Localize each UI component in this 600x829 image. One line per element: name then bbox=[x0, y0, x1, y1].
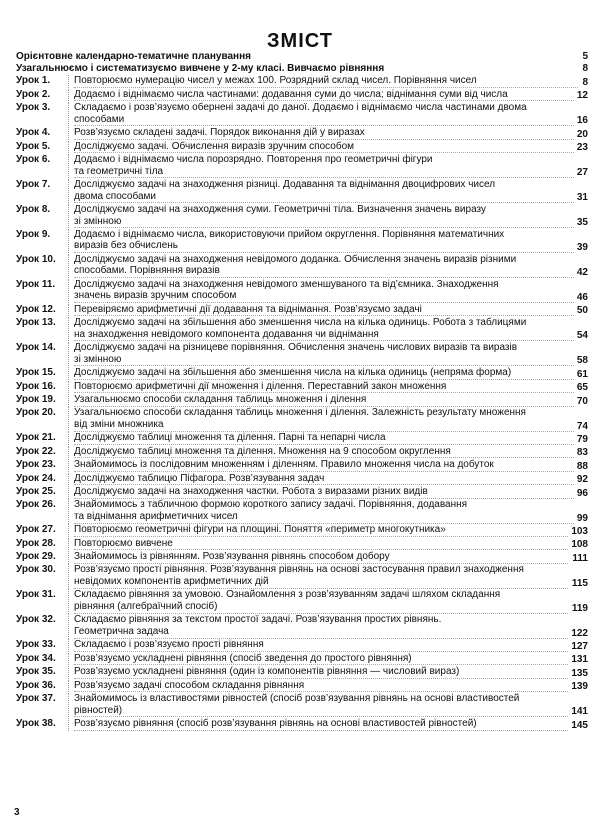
toc-lesson-row bbox=[16, 692, 588, 717]
lesson-number: Урок 26. bbox=[16, 499, 69, 523]
lesson-title-line: Складаємо рівняння за текстом простої задачі. Розв’язування простих рівнянь. bbox=[74, 614, 442, 626]
toc-lesson-row bbox=[16, 679, 588, 692]
lesson-title-line: виразів без обчислень bbox=[74, 240, 588, 253]
toc-page-number: 88 bbox=[574, 461, 588, 472]
lesson-title-line: зі змінною bbox=[74, 216, 588, 229]
toc-lesson-row bbox=[16, 524, 588, 537]
toc-page-number: 79 bbox=[574, 434, 588, 445]
lesson-title bbox=[69, 680, 588, 693]
toc-page-number: 31 bbox=[574, 192, 588, 203]
lesson-number: Урок 14. bbox=[16, 342, 69, 366]
lesson-title-line: Досліджуємо задачі на знаходження частки. Робота з виразами різних видів bbox=[74, 486, 588, 499]
page-title: ЗМІСТ bbox=[267, 30, 333, 52]
toc-page-number: 139 bbox=[568, 681, 588, 692]
lesson-title bbox=[69, 381, 588, 394]
lesson-number: Урок 38. bbox=[16, 718, 69, 731]
lesson-title-line: та геометричні тіла bbox=[74, 166, 588, 179]
lesson-number: Урок 22. bbox=[16, 446, 69, 459]
toc-lesson-row bbox=[16, 717, 588, 730]
lesson-title-line: Досліджуємо задачі на знаходження невідомого зменшуваного та від’ємника. Знаходження bbox=[74, 278, 499, 290]
toc-lesson-row bbox=[16, 550, 588, 563]
toc-lesson-row bbox=[16, 564, 588, 589]
lesson-number: Урок 13. bbox=[16, 317, 69, 341]
lesson-title-line: Розв’язуємо ускладнені рівняння (один із компонентів рівняння — числовий вираз) bbox=[74, 666, 588, 679]
lesson-title-line: від зміни множника bbox=[74, 419, 588, 432]
lesson-title bbox=[69, 407, 588, 431]
lesson-number: Урок 9. bbox=[16, 229, 69, 253]
toc-page-number: 39 bbox=[574, 242, 588, 253]
lesson-number: Урок 5. bbox=[16, 141, 69, 154]
lesson-title bbox=[69, 342, 588, 366]
toc-lesson-row bbox=[16, 380, 588, 393]
toc-lesson-row bbox=[16, 407, 588, 432]
lesson-title-line: двома способами bbox=[74, 191, 588, 204]
toc-page-number: 8 bbox=[579, 77, 588, 88]
lesson-title bbox=[69, 693, 588, 717]
lesson-number: Урок 37. bbox=[16, 693, 69, 717]
lesson-number: Урок 15. bbox=[16, 367, 69, 380]
toc-page-number: 20 bbox=[574, 129, 588, 140]
lesson-number: Урок 24. bbox=[16, 473, 69, 486]
toc-lesson-row bbox=[16, 140, 588, 153]
lesson-title bbox=[69, 718, 588, 731]
lesson-title bbox=[69, 564, 588, 588]
lesson-number: Урок 33. bbox=[16, 639, 69, 652]
lesson-number: Урок 11. bbox=[16, 279, 69, 303]
lesson-title bbox=[69, 89, 588, 102]
toc-lesson-row bbox=[16, 366, 588, 379]
toc-page-number: 27 bbox=[574, 167, 588, 178]
lesson-number: Урок 4. bbox=[16, 127, 69, 140]
lesson-title-line: Узагальнюємо способи складання таблиць множення і ділення bbox=[74, 394, 588, 407]
lesson-title bbox=[69, 367, 588, 380]
lesson-title bbox=[69, 102, 588, 126]
lesson-title-line: Досліджуємо задачі на збільшення або зменшення числа на кілька одиниць. Робота з таблицями bbox=[74, 317, 527, 329]
toc-lesson-row bbox=[16, 432, 588, 445]
lesson-title bbox=[69, 639, 588, 652]
lesson-title-line: Досліджуємо таблиці множення та ділення. Множення на 9 способом округлення bbox=[74, 446, 588, 459]
lesson-title bbox=[69, 304, 588, 317]
lesson-title-line: Складаємо і розв’язуємо прості рівняння bbox=[74, 639, 588, 652]
toc-lesson-row bbox=[16, 472, 588, 485]
lesson-title-line: Геометрична задача bbox=[74, 626, 588, 639]
lesson-title-line: Складаємо і розв’язуємо обернені задачі до даної. Додаємо і віднімаємо числа частинами двома bbox=[74, 102, 527, 114]
lesson-title-line: Досліджуємо задачі. Обчислення виразів зручним способом bbox=[74, 141, 588, 154]
toc-lesson-row bbox=[16, 101, 588, 126]
lesson-number: Урок 31. bbox=[16, 589, 69, 613]
lesson-title bbox=[69, 589, 588, 613]
toc-lesson-row bbox=[16, 88, 588, 101]
lesson-title-line: Додаємо і віднімаємо числа порозрядно. Повторення про геометричні фігури bbox=[74, 153, 433, 165]
toc-intro-text: Узагальнюємо і систематизуємо вивчене у 2-му класі. Вивчаємо рівняння bbox=[16, 62, 385, 74]
lesson-title-line: Досліджуємо таблицю Піфагора. Розв’язування задач bbox=[74, 473, 588, 486]
lesson-title-line: Додаємо і віднімаємо числа частинами: додавання суми до числа; віднімання суми від числа bbox=[74, 89, 588, 102]
page-number: 3 bbox=[14, 807, 20, 818]
lesson-title-line: Досліджуємо таблиці множення та ділення. Парні та непарні числа bbox=[74, 432, 588, 445]
toc-intro-entry bbox=[16, 63, 588, 75]
lesson-title-line: та віднімання арифметичних чисел bbox=[74, 511, 588, 524]
toc-lesson-row bbox=[16, 126, 588, 139]
toc-page-number: 5 bbox=[579, 51, 588, 62]
lesson-number: Урок 16. bbox=[16, 381, 69, 394]
toc-lesson-row bbox=[16, 228, 588, 253]
toc-page-number: 83 bbox=[574, 447, 588, 458]
lesson-number: Урок 29. bbox=[16, 551, 69, 564]
lesson-number: Урок 27. bbox=[16, 524, 69, 537]
toc-lesson-row bbox=[16, 445, 588, 458]
toc-page-number: 111 bbox=[569, 553, 588, 564]
lesson-title-line: Перевіряємо арифметичні дії додавання та віднімання. Розв’язуємо задачі bbox=[74, 304, 588, 317]
lesson-title bbox=[69, 653, 588, 666]
lesson-title-line: рівняння (алгебраїчний спосіб) bbox=[74, 601, 588, 614]
lesson-title-line: Знайомимось із послідовним множенням і діленням. Правило множення числа на добуток bbox=[74, 459, 588, 472]
table-of-contents bbox=[16, 51, 588, 731]
toc-page-number: 42 bbox=[574, 267, 588, 278]
toc-lesson-row bbox=[16, 458, 588, 471]
toc-page-number: 23 bbox=[574, 142, 588, 153]
toc-lesson-row bbox=[16, 393, 588, 406]
lesson-title-line: способами. Порівняння виразів bbox=[74, 265, 588, 278]
toc-page-number: 141 bbox=[568, 706, 588, 717]
lesson-title bbox=[69, 279, 588, 303]
lesson-title bbox=[69, 551, 588, 564]
lesson-title-line: Досліджуємо задачі на різницеве порівняння. Обчислення значень числових виразів та виразів bbox=[74, 342, 518, 354]
lesson-number: Урок 6. bbox=[16, 154, 69, 178]
toc-page-number: 108 bbox=[568, 539, 588, 550]
toc-page-number: 135 bbox=[568, 668, 588, 679]
lesson-number: Урок 3. bbox=[16, 102, 69, 126]
lesson-number: Урок 1. bbox=[16, 75, 69, 88]
toc-page-number: 145 bbox=[568, 720, 588, 731]
toc-page-number: 119 bbox=[569, 603, 588, 614]
lesson-number: Урок 7. bbox=[16, 179, 69, 203]
toc-page-number: 131 bbox=[568, 654, 588, 665]
lesson-title-line: Розв’язуємо ускладнені рівняння (спосіб зведення до простого рівняння) bbox=[74, 653, 588, 666]
lesson-title-line: Досліджуємо задачі на знаходження різниці. Додавання та віднімання двоцифрових чисел bbox=[74, 178, 496, 190]
lesson-title-line: Досліджуємо задачі на знаходження невідомого доданка. Обчислення значень виразів різними bbox=[74, 253, 517, 265]
toc-page-number: 96 bbox=[574, 488, 588, 499]
toc-lesson-row bbox=[16, 485, 588, 498]
toc-page-number: 74 bbox=[574, 421, 588, 432]
toc-page-number: 54 bbox=[574, 330, 588, 341]
lesson-title-line: Повторюємо вивчене bbox=[74, 538, 588, 551]
lesson-title bbox=[69, 538, 588, 551]
lesson-title bbox=[69, 459, 588, 472]
toc-lesson-row bbox=[16, 589, 588, 614]
toc-intro-text: Орієнтовне календарно-тематичне планування bbox=[16, 51, 251, 62]
lesson-title bbox=[69, 179, 588, 203]
lesson-title bbox=[69, 432, 588, 445]
lesson-number: Урок 25. bbox=[16, 486, 69, 499]
toc-lesson-row bbox=[16, 341, 588, 366]
lesson-title bbox=[69, 473, 588, 486]
toc-lesson-row bbox=[16, 303, 588, 316]
lesson-title bbox=[69, 154, 588, 178]
lesson-number: Урок 19. bbox=[16, 394, 69, 407]
toc-page-number: 8 bbox=[579, 63, 588, 74]
lesson-number: Урок 21. bbox=[16, 432, 69, 445]
lesson-number: Урок 28. bbox=[16, 538, 69, 551]
toc-page-number: 35 bbox=[574, 217, 588, 228]
lesson-title-line: Знайомимось із властивостями рівностей (спосіб розв’язування рівнянь на основі властивостей bbox=[74, 692, 520, 704]
toc-page-number: 16 bbox=[574, 115, 588, 126]
lesson-title-line: Узагальнюємо способи складання таблиць множення і ділення. Залежність результату множення bbox=[74, 407, 526, 419]
lesson-number: Урок 30. bbox=[16, 564, 69, 588]
lesson-title-line: Знайомимось з табличною формою короткого запису задачі. Порівняння, додавання bbox=[74, 499, 468, 511]
toc-page-number: 99 bbox=[574, 513, 588, 524]
lesson-title bbox=[69, 394, 588, 407]
lesson-title-line: Повторюємо геометричні фігури на площині. Поняття «периметр многокутника» bbox=[74, 524, 588, 537]
lesson-number: Урок 8. bbox=[16, 204, 69, 228]
lesson-title bbox=[69, 254, 588, 278]
toc-page-number: 12 bbox=[574, 90, 588, 101]
toc-intro-entry bbox=[16, 51, 588, 63]
lesson-title bbox=[69, 229, 588, 253]
lesson-number: Урок 12. bbox=[16, 304, 69, 317]
lesson-title-line: на знаходження невідомого компонента додавання чи віднімання bbox=[74, 329, 588, 342]
toc-lesson-row bbox=[16, 639, 588, 652]
lesson-number: Урок 23. bbox=[16, 459, 69, 472]
toc-page-number: 58 bbox=[574, 355, 588, 366]
lesson-number: Урок 34. bbox=[16, 653, 69, 666]
lesson-title bbox=[69, 127, 588, 140]
toc-page-number: 50 bbox=[574, 305, 588, 316]
toc-lesson-row bbox=[16, 203, 588, 228]
toc-lesson-row bbox=[16, 153, 588, 178]
lesson-title-line: Досліджуємо задачі на знаходження суми. Геометричні тіла. Визначення значень виразу bbox=[74, 203, 486, 215]
toc-lesson-row bbox=[16, 665, 588, 678]
lesson-title-line: значень виразів зручним способом bbox=[74, 290, 588, 303]
toc-lesson-row bbox=[16, 499, 588, 524]
lesson-title-line: Повторюємо арифметичні дії множення і ділення. Переставний закон множення bbox=[74, 381, 588, 394]
lesson-title-line: Складаємо рівняння за умовою. Ознайомлення з розв’язуванням задачі шляхом складання bbox=[74, 589, 501, 601]
lesson-title-line: Досліджуємо задачі на збільшення або зменшення числа на кілька одиниць (непряма форма) bbox=[74, 367, 588, 380]
lesson-title-line: способами bbox=[74, 114, 588, 127]
lesson-title-line: Повторюємо нумерацію чисел у межах 100. Розрядний склад чисел. Порівняння чисел bbox=[74, 75, 588, 88]
toc-page-number: 61 bbox=[574, 369, 588, 380]
lesson-title bbox=[69, 524, 588, 537]
lesson-title-line: Знайомимось із рівнянням. Розв’язування рівнянь способом добору bbox=[74, 551, 588, 564]
toc-page-number: 65 bbox=[574, 382, 588, 393]
lesson-title-line: Розв’язуємо рівняння (спосіб розв’язування рівнянь на основі властивостей рівностей) bbox=[74, 718, 588, 731]
toc-lesson-row bbox=[16, 316, 588, 341]
toc-page-number: 46 bbox=[574, 292, 588, 303]
lesson-title-line: невідомих компонентів арифметичних дій bbox=[74, 576, 588, 589]
lesson-title bbox=[69, 141, 588, 154]
lesson-number: Урок 20. bbox=[16, 407, 69, 431]
toc-lesson-row bbox=[16, 253, 588, 278]
toc-page-number: 122 bbox=[568, 628, 588, 639]
lesson-title bbox=[69, 499, 588, 523]
lesson-title bbox=[69, 446, 588, 459]
lesson-title-line: Розв’язуємо задачі способом складання рівняння bbox=[74, 680, 588, 693]
toc-page-number: 70 bbox=[574, 396, 588, 407]
lesson-number: Урок 2. bbox=[16, 89, 69, 102]
toc-lesson-row bbox=[16, 652, 588, 665]
lesson-number: Урок 10. bbox=[16, 254, 69, 278]
toc-page-number: 127 bbox=[568, 641, 588, 652]
toc-page-number: 103 bbox=[568, 526, 588, 537]
lesson-number: Урок 32. bbox=[16, 614, 69, 638]
lesson-title-line: Розв’язуємо прості рівняння. Розв’язування рівнянь на основі застосування правил знаходження bbox=[74, 564, 524, 576]
lesson-title-line: Додаємо і віднімаємо числа, використовуючи прийом округлення. Порівняння математичних bbox=[74, 228, 505, 240]
lesson-title-line: Розв’язуємо складені задачі. Порядок виконання дій у виразах bbox=[74, 127, 588, 140]
toc-page-number: 115 bbox=[569, 578, 588, 589]
lesson-title bbox=[69, 614, 588, 638]
lesson-title-line: рівностей) bbox=[74, 705, 588, 718]
toc-lesson-row bbox=[16, 75, 588, 88]
lesson-title bbox=[69, 317, 588, 341]
toc-lesson-row bbox=[16, 537, 588, 550]
lesson-number: Урок 35. bbox=[16, 666, 69, 679]
toc-lesson-row bbox=[16, 614, 588, 639]
lesson-title-line: зі змінною bbox=[74, 354, 588, 367]
toc-lesson-row bbox=[16, 178, 588, 203]
lesson-title bbox=[69, 204, 588, 228]
lesson-title bbox=[69, 75, 588, 88]
lesson-title bbox=[69, 486, 588, 499]
lesson-title bbox=[69, 666, 588, 679]
toc-lesson-row bbox=[16, 278, 588, 303]
lesson-number: Урок 36. bbox=[16, 680, 69, 693]
toc-page-number: 92 bbox=[574, 474, 588, 485]
